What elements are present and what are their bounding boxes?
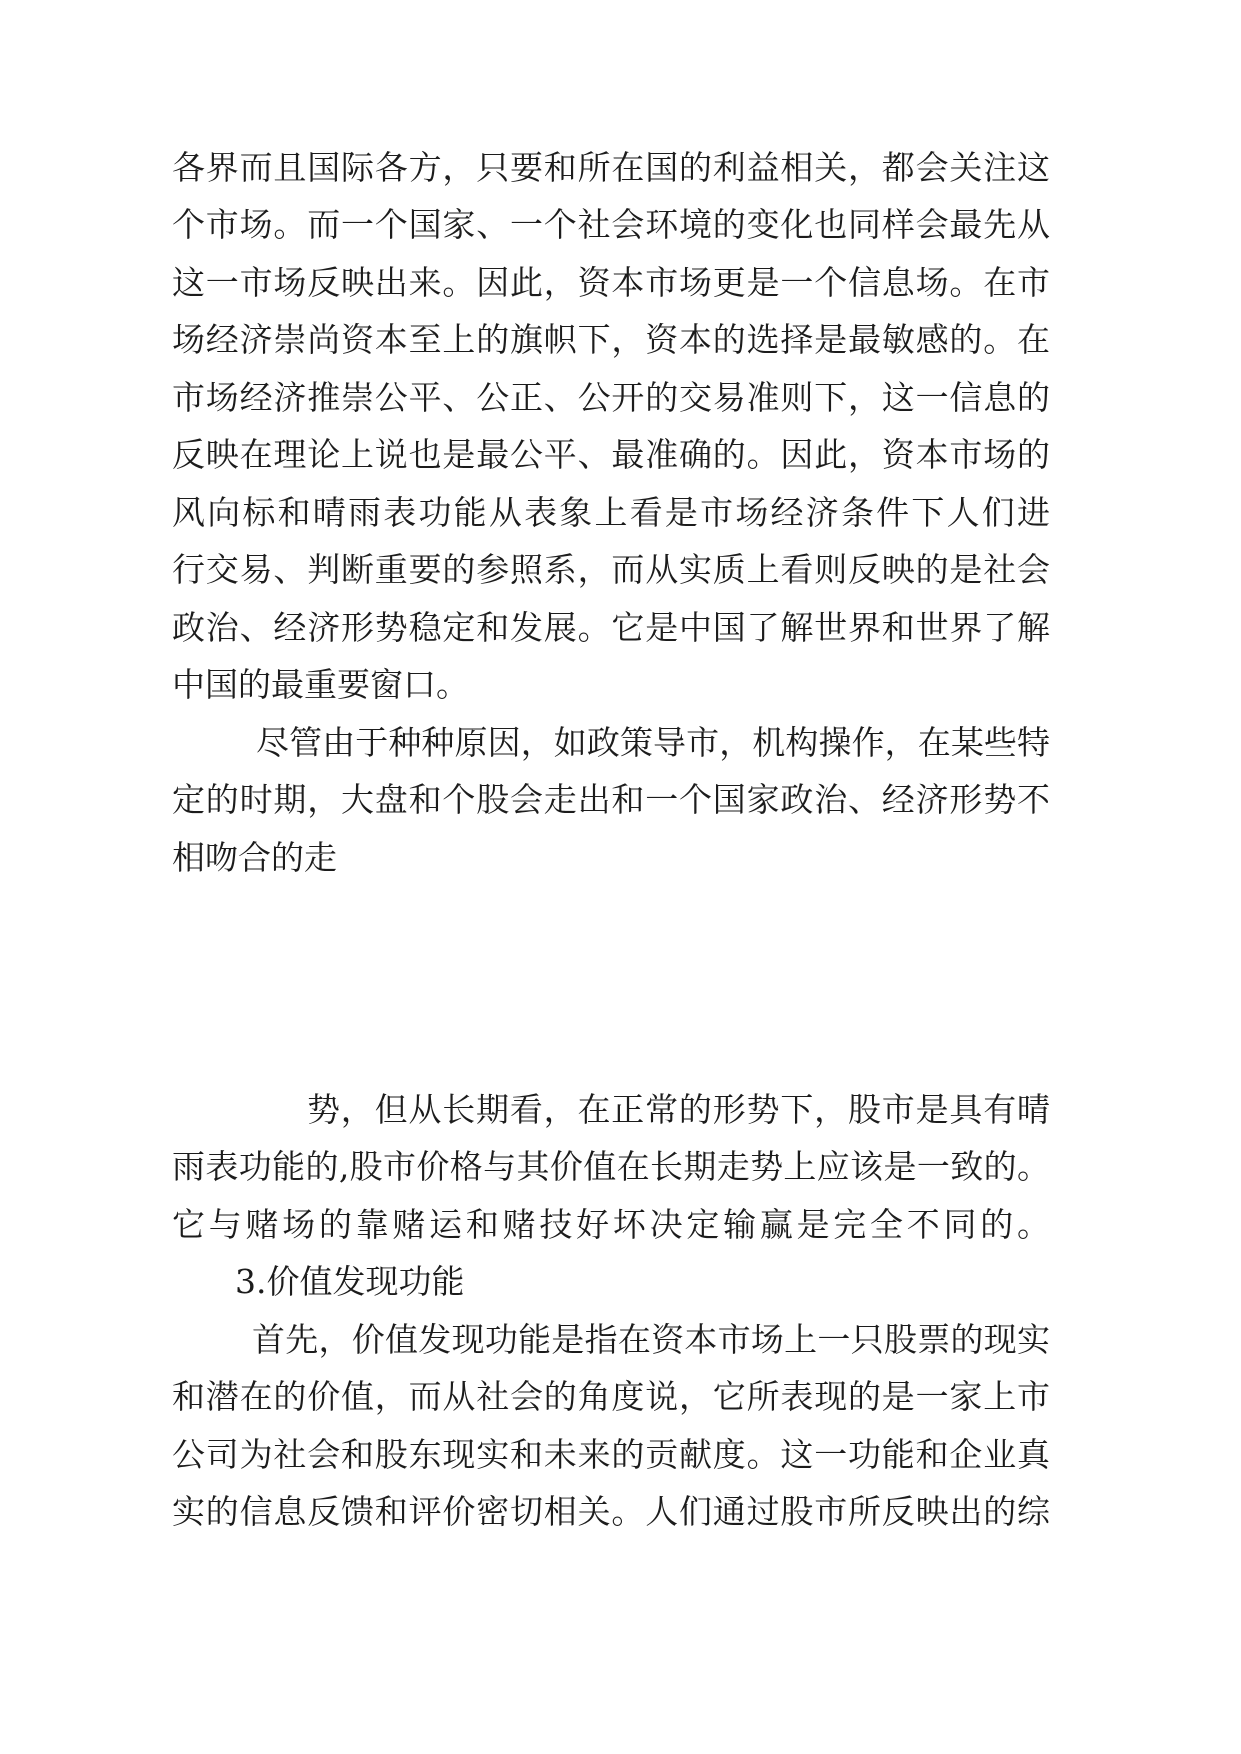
text-line: 各界而且国际各方，只要和所在国的利益相关，都会关注这 [172,148,1050,187]
section-heading: 3.价值发现功能 [235,1262,465,1301]
text-line: 公司为社会和股东现实和未来的贡献度。这一功能和企业真 [172,1435,1050,1474]
text-line: 相吻合的走 [172,838,337,877]
text-line: 雨表功能的,股市价格与其价值在长期走势上应该是一致的。 [172,1147,1050,1186]
text-line: 中国的最重要窗口。 [172,665,469,704]
text-line: 反映在理论上说也是最公平、最准确的。因此，资本市场的 [172,435,1050,474]
text-line: 实的信息反馈和评价密切相关。人们通过股市所反映出的综 [172,1492,1050,1531]
text-line: 场经济崇尚资本至上的旗帜下，资本的选择是最敏感的。在 [172,320,1050,359]
text-line: 个市场。而一个国家、一个社会环境的变化也同样会最先从 [172,205,1050,244]
text-line: 这一市场反映出来。因此，资本市场更是一个信息场。在市 [172,263,1050,302]
text-line: 和潜在的价值，而从社会的角度说，它所表现的是一家上市 [172,1377,1050,1416]
text-line: 势，但从长期看，在正常的形势下，股市是具有晴 [307,1090,1050,1129]
text-line: 行交易、判断重要的参照系，而从实质上看则反映的是社会 [172,550,1050,589]
text-line: 尽管由于种种原因，如政策导市，机构操作，在某些特 [256,723,1050,762]
text-line: 市场经济推崇公平、公正、公开的交易准则下，这一信息的 [172,378,1050,417]
text-line: 首先，价值发现功能是指在资本市场上一只股票的现实 [252,1320,1050,1359]
text-line: 它与赌场的靠赌运和赌技好坏决定输赢是完全不同的。 [172,1205,1050,1244]
text-line: 定的时期，大盘和个股会走出和一个国家政治、经济形势不 [172,780,1050,819]
text-line: 风向标和晴雨表功能从表象上看是市场经济条件下人们进 [172,493,1050,532]
text-line: 政治、经济形势稳定和发展。它是中国了解世界和世界了解 [172,608,1050,647]
